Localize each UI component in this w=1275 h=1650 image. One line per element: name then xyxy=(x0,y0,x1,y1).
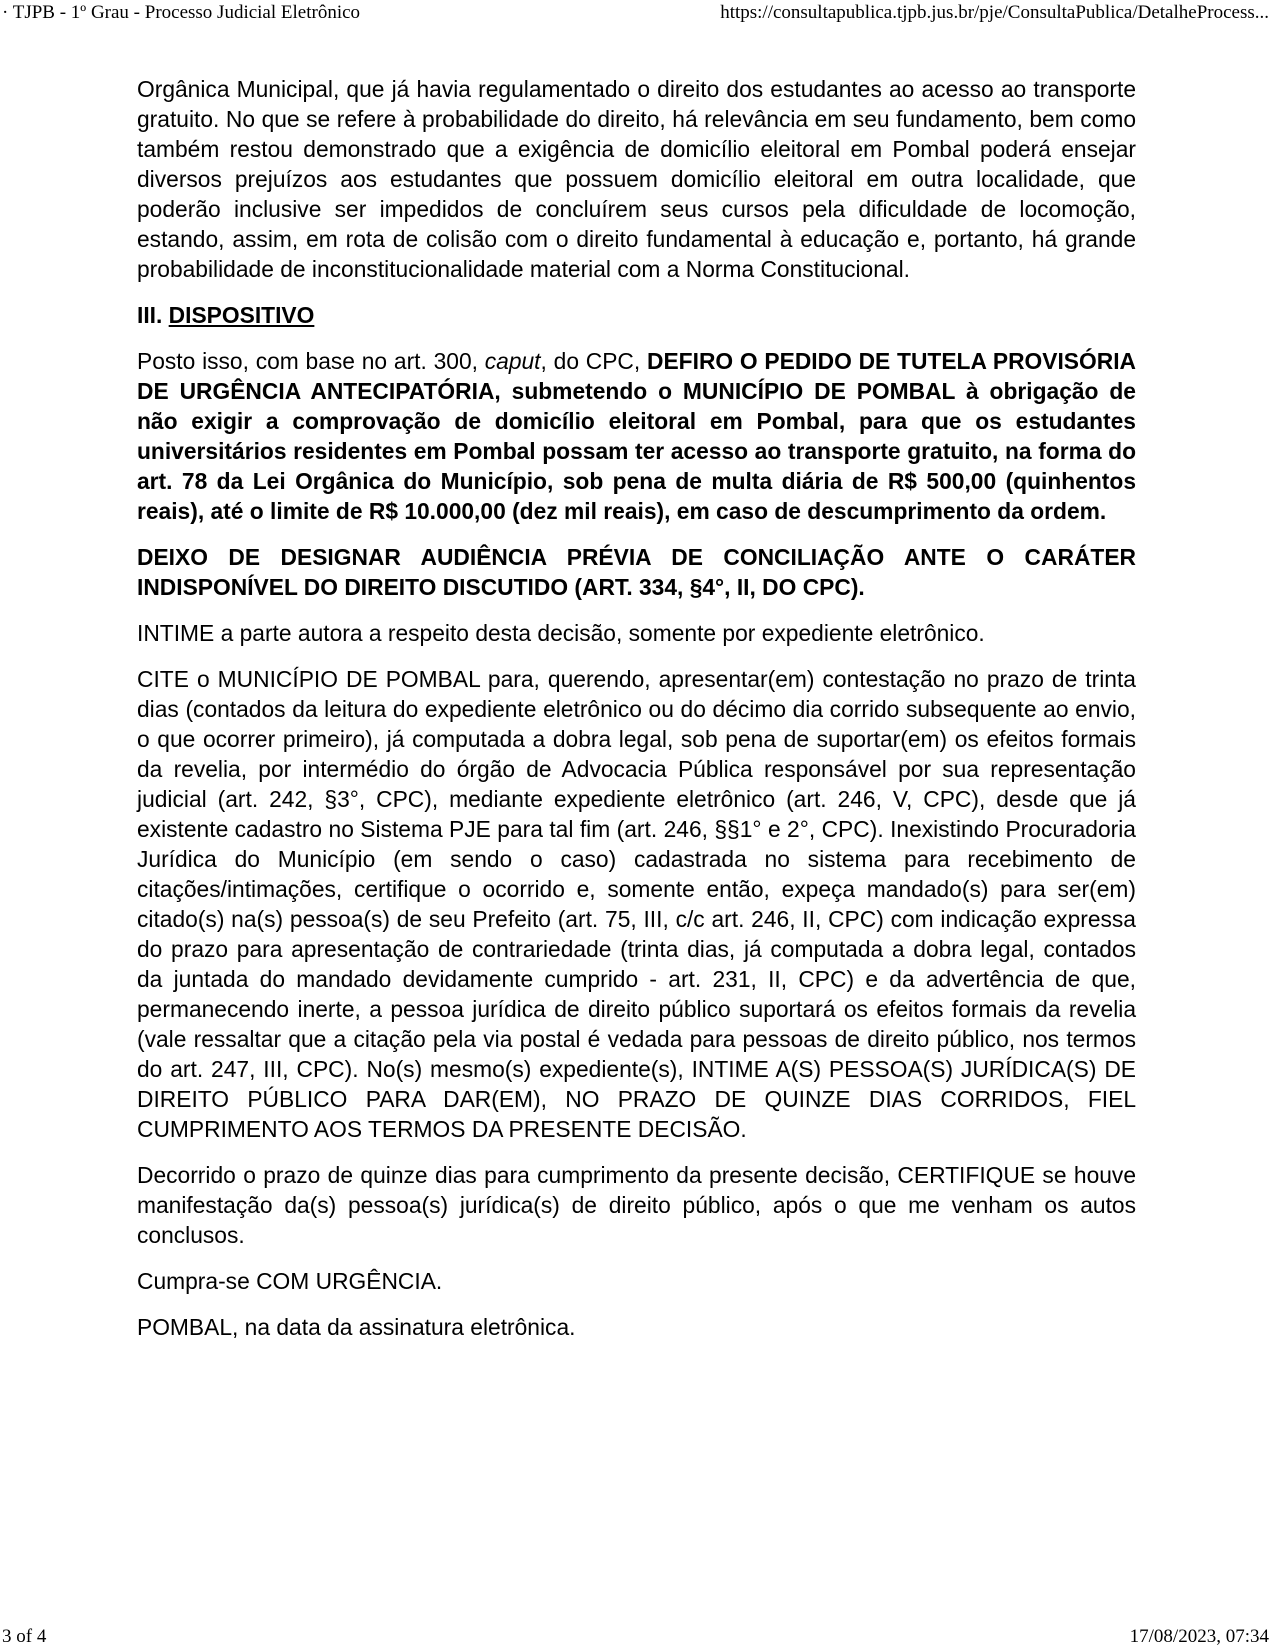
page-url: https://consultapublica.tjpb.jus.br/pje/ConsultaPublica/DetalheProcess... xyxy=(720,2,1269,23)
page-number: 3 of 4 xyxy=(2,1626,47,1647)
paragraph-cumpra: Cumpra-se COM URGÊNCIA. xyxy=(137,1268,443,1294)
print-datetime: 17/08/2023, 07:34 xyxy=(1129,1626,1269,1647)
document-body xyxy=(137,74,1136,1358)
paragraph-pombal: POMBAL, na data da assinatura eletrônica. xyxy=(137,1314,576,1340)
paragraph-cite: CITE o MUNICÍPIO DE POMBAL para, querendo, apresentar(em) contestação no prazo de trinta dias (contados da leitura do expediente eletrônico ou do décimo dia corrido subsequente ao envio, o que ocorrer primeiro), já computada a dobra legal, sob pena de suportar(em) os efeitos formais da revelia, por intermédio do órgão de Advocacia Pública responsável por sua representação judicial (art. 242, §3°, CPC), mediante expediente eletrônico (art. 246, V, CPC), desde que já existente cadastro no Sistema PJE para tal fim (art. 246, §§1° e 2°, CPC). Inexistindo Procuradoria Jurídica do Município (em sendo o caso) cadastrada no sistema para recebimento de citações/intimações, certifique o ocorrido e, somente então, expeça mandado(s) para ser(em) citado(s) na(s) pessoa(s) de seu Prefeito (art. 75, III, c/c art. 246, II, CPC) com indicação expressa do prazo para apresentação de contrariedade (trinta dias, já computada a dobra legal, contados da juntada do mandado devidamente cumprido - art. 231, II, CPC) e da advertência de que, permanecendo inerte, a pessoa jurídica de direito público suportará os efeitos formais da revelia (vale ressaltar que a citação pela via postal é vedada para pessoas de direito público, nos termos do art. 247, III, CPC). No(s) mesmo(s) expediente(s), INTIME A(S) PESSOA(S) JURÍDICA(S) DE DIREITO PÚBLICO PARA DAR(EM), NO PRAZO DE QUINZE DIAS CORRIDOS, FIEL CUMPRIMENTO AOS TERMOS DA PRESENTE DECISÃO. xyxy=(137,666,1136,1142)
paragraph-audiencia: DEIXO DE DESIGNAR AUDIÊNCIA PRÉVIA DE CONCILIAÇÃO ANTE O CARÁTER INDISPONÍVEL DO DIREITO DISCUTIDO (ART. 334, §4°, II, DO CPC). xyxy=(137,544,1136,600)
section-heading xyxy=(137,300,1136,330)
paragraph-dispositivo xyxy=(137,346,1136,526)
paragraph-continuation: Orgânica Municipal, que já havia regulamentado o direito dos estudantes ao acesso ao transporte gratuito. No que se refere à probabilidade do direito, há relevância em seu fundamento, bem como também restou demonstrado que a exigência de domicílio eleitoral em Pombal poderá ensejar diversos prejuízos aos estudantes que possuem domicílio eleitoral em outra localidade, que poderão inclusive ser impedidos de concluírem seus cursos pela dificuldade de locomoção, estando, assim, em rota de colisão com o direito fundamental à educação e, portanto, há grande probabilidade de inconstitucionalidade material com a Norma Constitucional. xyxy=(137,76,1136,282)
page-title: · TJPB - 1º Grau - Processo Judicial Eletrônico xyxy=(2,2,361,23)
print-header xyxy=(0,2,1275,24)
paragraph-intime: INTIME a parte autora a respeito desta decisão, somente por expediente eletrônico. xyxy=(137,620,985,646)
print-footer xyxy=(0,1626,1275,1648)
section-number: III. xyxy=(137,302,169,328)
dispositivo-intro-italic: caput xyxy=(484,348,541,374)
dispositivo-intro-text-2: , do CPC, xyxy=(540,348,648,374)
dispositivo-bold-text: DEFIRO O PEDIDO DE TUTELA PROVISÓRIA DE URGÊNCIA ANTECIPATÓRIA, submetendo o MUNICÍPIO DE POMBAL à obrigação de não exigir a comprovação de domicílio eleitoral em Pombal, para que os estudantes universitários residentes em Pombal possam ter acesso ao transporte gratuito, na forma do art. 78 da Lei Orgânica do Município, sob pena de multa diária de R$ 500,00 (quinhentos reais), até o limite de R$ 10.000,00 (dez mil reais), em caso de descumprimento da ordem. xyxy=(137,348,1137,524)
paragraph-decorrido: Decorrido o prazo de quinze dias para cumprimento da presente decisão, CERTIFIQUE se houve manifestação da(s) pessoa(s) jurídica(s) de direito público, após o que me venham os autos conclusos. xyxy=(137,1162,1136,1248)
section-title: DISPOSITIVO xyxy=(168,302,315,328)
dispositivo-intro-text: Posto isso, com base no art. 300, xyxy=(137,348,485,374)
